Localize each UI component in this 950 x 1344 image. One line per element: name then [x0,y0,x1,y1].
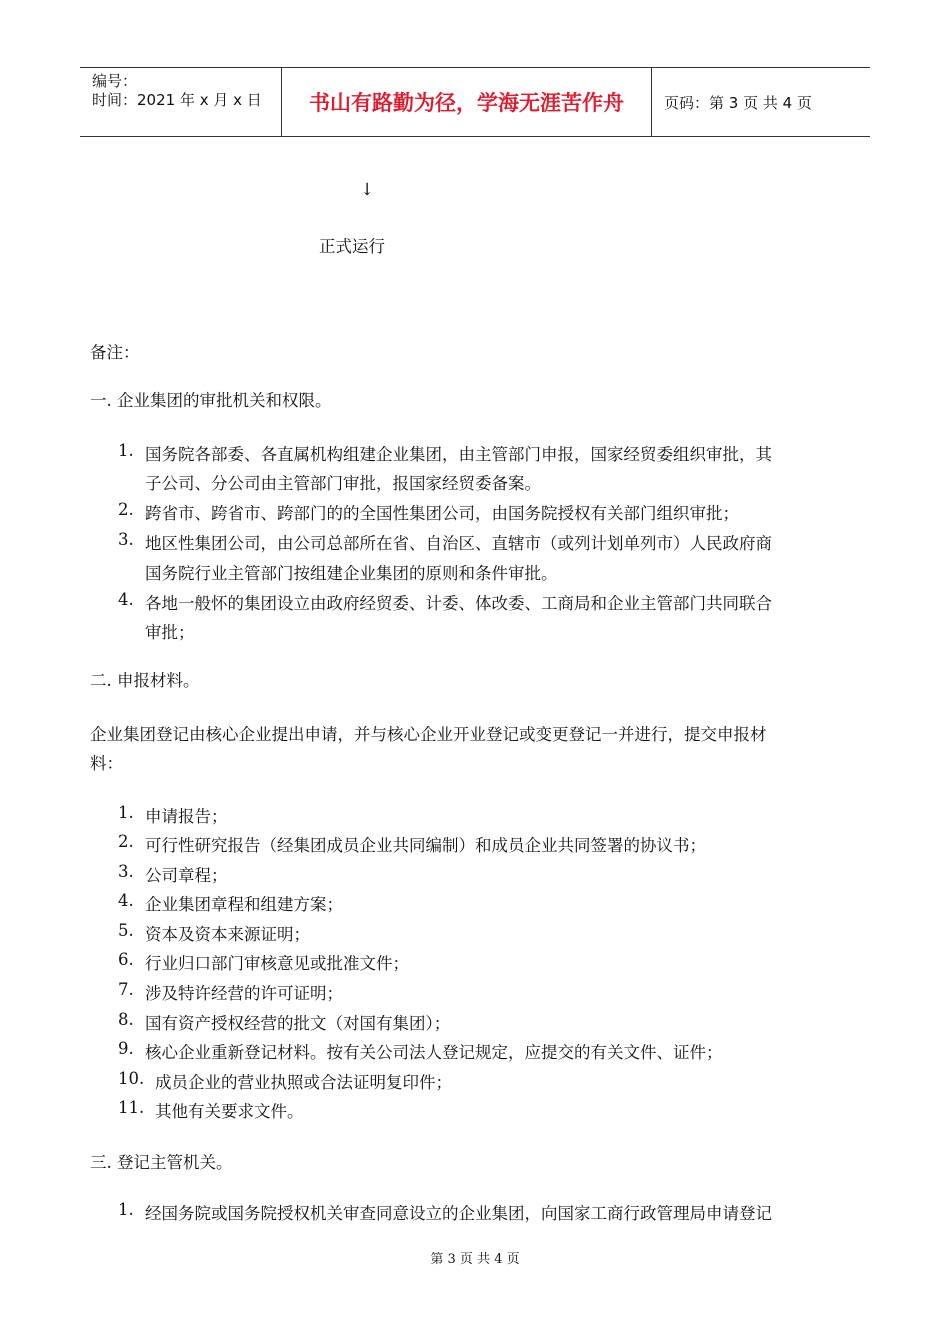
list-item-number: 1. [118,441,134,460]
list-item-number: 5. [118,921,134,940]
list-item-text: 经国务院或国务院授权机关审查同意设立的企业集团，向国家工商行政管理局申请登记 [145,1204,772,1223]
list-item-text: 可行性研究报告（经集团成员企业共同编制）和成员企业共同签署的协议书； [145,836,706,855]
page-header [80,67,870,137]
list-item-text: 国务院各部委、各直属机构组建企业集团，由主管部门申报，国家经贸委组织审批，其 [145,445,772,464]
list-item-text: 国有资产授权经营的批文（对国有集团）； [145,1014,451,1033]
notes-label: 备注： [90,343,140,362]
list-item-number: 2. [118,500,134,519]
list-item-text: 申请报告； [145,807,228,826]
section2-title: 二. 申报材料。 [90,671,200,690]
list-item-text: 审批； [145,623,195,642]
list-item-number: 9. [118,1039,134,1058]
list-item-text: 核心企业重新登记材料。按有关公司法人登记规定，应提交的有关文件、证件； [145,1043,723,1062]
header-page-number: 页码：第 3 页 共 4 页 [664,93,812,112]
list-item-number: 11. [118,1098,145,1117]
section3-title: 三. 登记主管机关。 [90,1153,233,1172]
list-item-text: 成员企业的营业执照或合法证明复印件； [155,1073,452,1092]
list-item-text: 子公司、分公司由主管部门审批，报国家经贸委备案。 [145,474,541,493]
list-item-text: 公司章程； [145,866,228,885]
flow-final-step: 正式运行 [319,237,385,256]
list-item-text: 各地一般怀的集团设立由政府经贸委、计委、体改委、工商局和企业主管部门共同联合 [145,594,772,613]
list-item-text: 涉及特许经营的许可证明； [145,984,343,1003]
list-item-text: 地区性集团公司，由公司总部所在省、自治区、直辖市（或列计划单列市）人民政府商 [145,534,772,553]
list-item-text: 企业集团章程和组建方案； [145,895,343,914]
section2-intro: 企业集团登记由核心企业提出申请，并与核心企业开业登记或变更登记一并进行，提交申报材 [90,725,767,744]
list-item-text: 行业归口部门审核意见或批准文件； [145,954,409,973]
section2-intro: 料： [90,754,123,773]
list-item-number: 1. [118,1200,134,1219]
list-item-number: 8. [118,1010,134,1029]
list-item-text: 国务院行业主管部门按组建企业集团的原则和条件审批。 [145,564,558,583]
list-item-text: 资本及资本来源证明； [145,925,310,944]
header-meta [80,68,282,136]
list-item-number: 7. [118,980,134,999]
list-item-number: 2. [118,832,134,851]
flow-down-arrow: ↓ [360,180,375,200]
list-item-text: 其他有关要求文件。 [155,1102,304,1121]
list-item-number: 3. [118,862,134,881]
list-item-number: 4. [118,590,134,609]
list-item-number: 1. [118,803,134,822]
header-motto: 书山有路勤为径，学海无涯苦作舟 [282,68,652,136]
time-label: 时间：2021 年 x 月 x 日 [92,91,262,109]
list-item-number: 6. [118,950,134,969]
page-footer: 第 3 页 共 4 页 [430,1252,520,1267]
list-item-text: 跨省市、跨省市、跨部门的的全国性集团公司，由国务院授权有关部门组织审批； [145,504,739,523]
list-item-number: 3. [118,530,134,549]
list-item-number: 10. [118,1069,145,1088]
list-item-number: 4. [118,891,134,910]
section1-title: 一. 企业集团的审批机关和权限。 [90,391,332,410]
number-label: 编号： [92,72,138,90]
